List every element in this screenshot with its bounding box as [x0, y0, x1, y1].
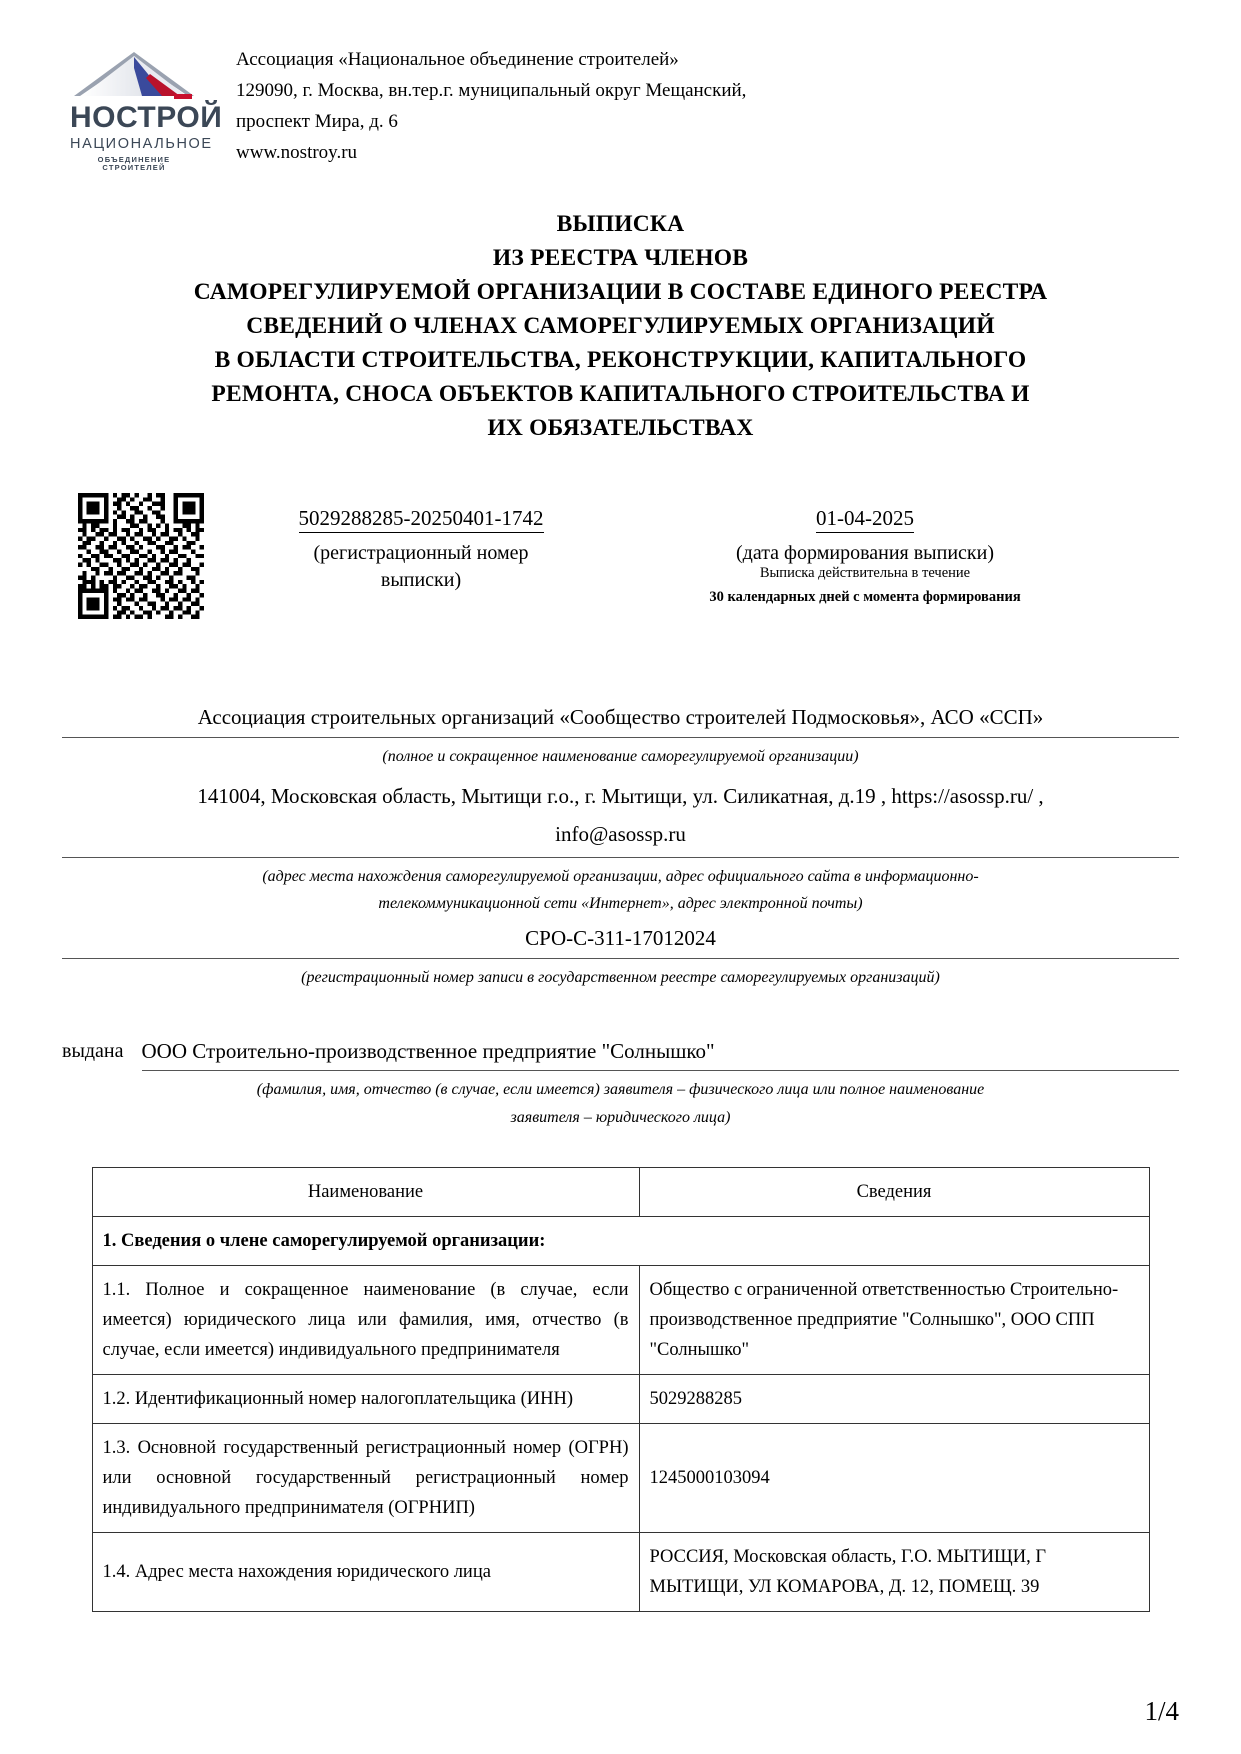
table-cell-value: 1245000103094	[639, 1424, 1149, 1533]
table-row	[92, 1375, 1149, 1424]
table-cell-name: 1.3. Основной государственный регистрационный номер (ОГРН) или основной государственный регистрационный номер индивидуального предпринимателя (ОГРНИП)	[92, 1424, 639, 1533]
title-line-6: РЕМОНТА, СНОСА ОБЪЕКТОВ КАПИТАЛЬНОГО СТРОИТЕЛЬСТВА И	[211, 381, 1030, 408]
table-header-value: Сведения	[639, 1168, 1149, 1217]
table-section-row	[92, 1217, 1149, 1266]
sro-name-block	[0, 701, 1241, 771]
sro-registry-number-block	[0, 922, 1241, 992]
header-org-address	[236, 38, 746, 168]
nostroy-logo	[70, 50, 223, 172]
table-cell-name: 1.1. Полное и сокращенное наименование (в случае, если имеется) юридического лица или фамилия, имя, отчество (в случае, если имеется) индивидуального предпринимателя	[92, 1266, 639, 1375]
title-line-7: ИХ ОБЯЗАТЕЛЬСТВАХ	[487, 415, 754, 442]
sro-address-line-2: info@asossp.ru	[555, 822, 686, 847]
sro-name-caption: (полное и сокращенное наименование саморегулируемой организации)	[382, 748, 859, 766]
registration-number-value: 5029288285-20250401-1742	[299, 505, 544, 533]
sro-address-block	[0, 777, 1241, 918]
table-header-name: Наименование	[92, 1168, 639, 1217]
table-row	[92, 1424, 1149, 1533]
table-row	[92, 1266, 1149, 1375]
issued-to-label: выдана	[62, 1040, 124, 1063]
sro-address-wrapper	[62, 777, 1179, 858]
sro-address-line-1: 141004, Московская область, Мытищи г.о., г. Мытищи, ул. Силикатная, д.19 , https://asossp.ru/ ,	[197, 784, 1044, 809]
issued-to-caption-2: заявителя – юридического лица)	[510, 1109, 731, 1127]
table-header-row	[92, 1168, 1149, 1217]
title-line-1: ВЫПИСКА	[556, 211, 685, 238]
formation-date-value: 01-04-2025	[816, 505, 914, 533]
formation-date-caption: (дата формирования выписки)	[736, 542, 994, 565]
formation-date-block	[640, 505, 1090, 609]
validity-note-line-2: 30 календарных дней с момента формирования	[709, 589, 1021, 606]
sro-name-value: Ассоциация строительных организаций «Сообщество строителей Подмосковья», АСО «ССП»	[62, 701, 1179, 738]
document-header	[0, 0, 1241, 172]
registry-details-table	[92, 1167, 1150, 1612]
issued-to-block	[0, 1036, 1241, 1071]
header-org-name: Ассоциация «Национальное объединение строителей»	[236, 49, 679, 70]
validity-note-line-1: Выписка действительна в течение	[759, 565, 971, 582]
header-org-address-line1: 129090, г. Москва, вн.тер.г. муниципальный округ Мещанский,	[236, 80, 747, 101]
sro-address-caption-2: телекоммуникационной сети «Интернет», адрес электронной почты)	[378, 895, 863, 913]
identification-block	[0, 487, 1241, 647]
title-line-5: В ОБЛАСТИ СТРОИТЕЛЬСТВА, РЕКОНСТРУКЦИИ, КАПИТАЛЬНОГО	[214, 347, 1027, 374]
header-org-website: www.nostroy.ru	[236, 142, 358, 163]
qr-code-icon	[78, 493, 204, 619]
table-cell-value: РОССИЯ, Московская область, Г.О. МЫТИЩИ, Г МЫТИЩИ, УЛ КОМАРОВА, Д. 12, ПОМЕЩ. 39	[639, 1533, 1149, 1612]
table-cell-name: 1.2. Идентификационный номер налогоплательщика (ИНН)	[92, 1375, 639, 1424]
page-number: 1/4	[1144, 1696, 1179, 1726]
table-cell-name: 1.4. Адрес места нахождения юридического лица	[92, 1533, 639, 1612]
sro-registry-number-value: СРО-С-311-17012024	[62, 922, 1179, 959]
title-line-2: ИЗ РЕЕСТРА ЧЛЕНОВ	[492, 245, 749, 272]
page-title	[0, 207, 1241, 445]
logo-subtitle-2: ОБЪЕДИНЕНИЕ СТРОИТЕЛЕЙ	[97, 154, 171, 172]
table-cell-value: Общество с ограниченной ответственностью Строительно-производственное предприятие "Солнышко", ООО СПП "Солнышко"	[639, 1266, 1149, 1375]
issued-to-caption-1: (фамилия, имя, отчество (в случае, если имеется) заявителя – физического лица или полное наименование	[256, 1081, 985, 1099]
registration-number-caption-1: (регистрационный номер	[313, 542, 529, 565]
title-line-3: САМОРЕГУЛИРУЕМОЙ ОРГАНИЗАЦИИ В СОСТАВЕ ЕДИНОГО РЕЕСТРА	[193, 279, 1048, 306]
issued-to-value: ООО Строительно-производственное предприятие "Солнышко"	[142, 1036, 1179, 1071]
logo-subtitle-1: НАЦИОНАЛЬНОЕ	[70, 136, 213, 152]
table-row	[92, 1533, 1149, 1612]
sro-registry-number-caption: (регистрационный номер записи в государственном реестре саморегулируемых организаций)	[301, 969, 940, 987]
title-line-4: СВЕДЕНИЙ О ЧЛЕНАХ САМОРЕГУЛИРУЕМЫХ ОРГАНИЗАЦИЙ	[246, 313, 995, 340]
logo-wordmark: НОСТРОЙ	[70, 101, 223, 134]
sro-address-caption-1: (адрес места нахождения саморегулируемой организации, адрес официального сайта в информационно-	[262, 868, 979, 886]
registration-number-block	[236, 505, 606, 597]
nostroy-roof-icon	[70, 50, 198, 102]
header-org-address-line2: проспект Мира, д. 6	[236, 111, 398, 132]
table-section-label: 1. Сведения о члене саморегулируемой организации:	[92, 1217, 1149, 1266]
table-cell-value: 5029288285	[639, 1375, 1149, 1424]
registration-number-caption-2: выписки)	[380, 569, 462, 592]
